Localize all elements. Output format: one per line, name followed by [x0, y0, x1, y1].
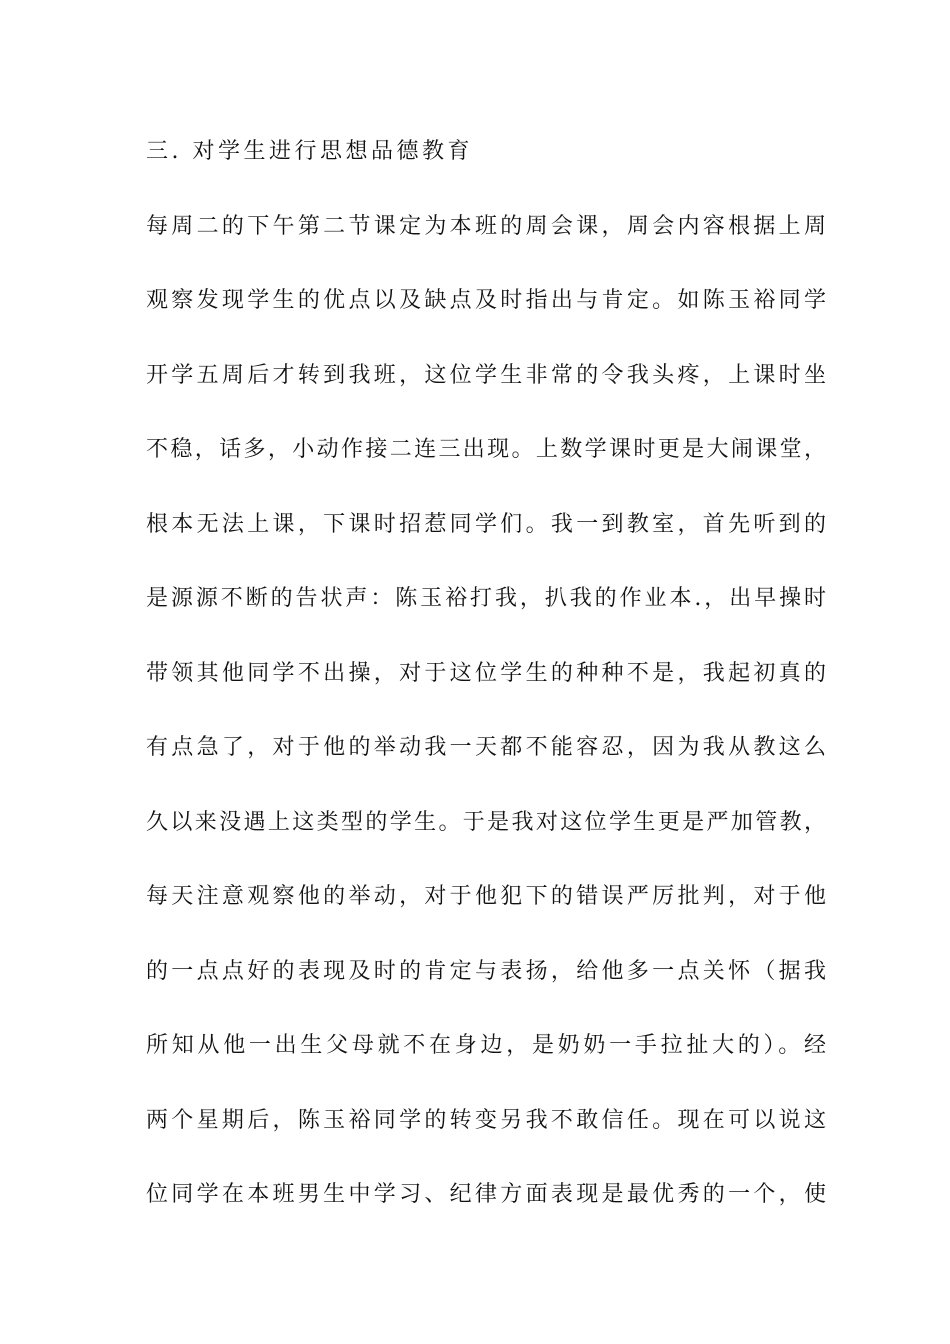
- section-heading: 三. 对学生进行思想品德教育: [146, 139, 473, 164]
- paragraph-line-10: 每天注意观察他的举动，对于他犯下的错误严厉批判，对于他: [146, 884, 826, 909]
- paragraph-line-8: 有点急了，对于他的举动我一天都不能容忍，因为我从教这么: [146, 735, 826, 760]
- paragraph-line-9: 久以来没遇上这类型的学生。于是我对这位学生更是严加管教，: [146, 809, 826, 835]
- paragraph-line-2: 观察发现学生的优点以及缺点及时指出与肯定。如陈玉裕同学: [146, 288, 826, 313]
- paragraph-line-14: 位同学在本班男生中学习、纪律方面表现是最优秀的一个，使: [146, 1182, 826, 1207]
- paragraph-line-13: 两个星期后，陈玉裕同学的转变另我不敢信任。现在可以说这: [146, 1107, 826, 1133]
- document-body: [146, 130, 826, 1248]
- paragraph-line-7: 带领其他同学不出操，对于这位学生的种种不是，我起初真的: [146, 660, 826, 686]
- paragraph-line-11: 的一点点好的表现及时的肯定与表扬，给他多一点关怀（据我: [146, 958, 826, 984]
- paragraph-line-6: 是源源不断的告状声：陈玉裕打我，扒我的作业本.，出早操时: [146, 586, 826, 611]
- paragraph-line-1: 每周二的下午第二节课定为本班的周会课，周会内容根据上周: [146, 213, 826, 239]
- paragraph-line-12: 所知从他一出生父母就不在身边，是奶奶一手拉扯大的）。经: [146, 1033, 826, 1058]
- paragraph-line-4: 不稳，话多，小动作接二连三出现。上数学课时更是大闹课堂，: [146, 437, 826, 462]
- paragraph-line-5: 根本无法上课，下课时招惹同学们。我一到教室，首先听到的: [146, 511, 826, 537]
- paragraph-line-3: 开学五周后才转到我班，这位学生非常的令我头疼，上课时坐: [146, 362, 826, 388]
